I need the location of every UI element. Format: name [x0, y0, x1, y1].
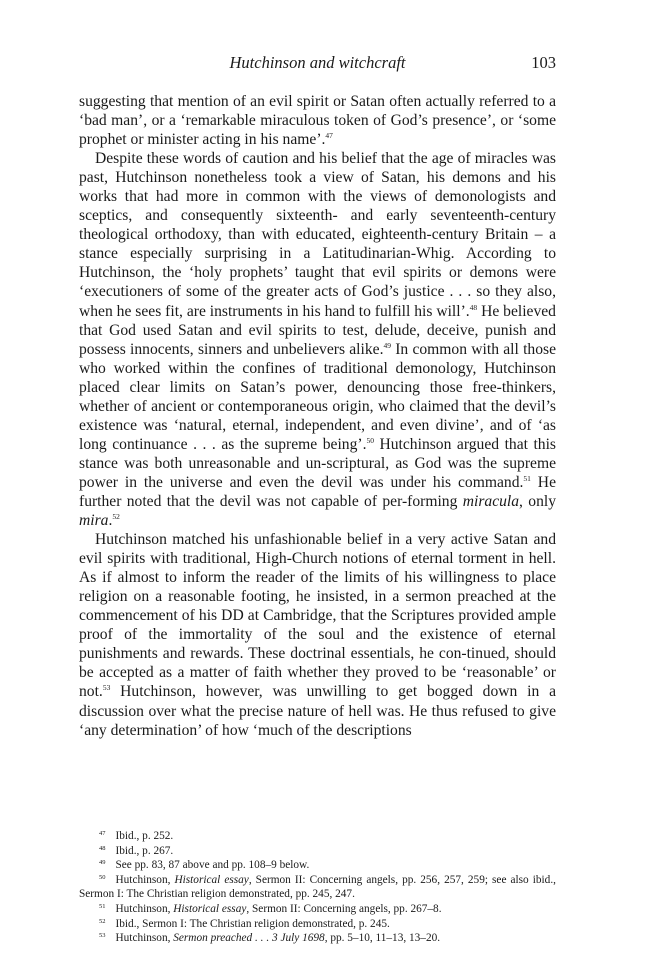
paragraph-continued: [79, 92, 556, 149]
text-run: He believed that God used Satan and evil spirits to test, delude, deceive, punish and possess innocents, sinners and unbelievers alike.: [79, 302, 556, 358]
footnote-number: 53: [99, 932, 106, 940]
text-run: , only: [519, 492, 556, 510]
text-run: Despite these words of caution and his belief that the age of miracles was past, Hutchinson nonetheless took a view of Satan, his demons and his works that had more in common with the views of demonologists and sceptics, and consequently sixteenth- and early seventeenth-century theological orthodoxy, than with educated, eighteenth-century Britain – a stance especially surprising in a Latitudinarian-Whig. According to Hutchinson, the ‘holy prophets’ taught that evil spirits or demons were ‘executioners of some of the greater acts of God’s justice . . . so they also, when he sees fit, are instruments in his hand to fulfill his will’.: [79, 150, 556, 320]
running-head: [79, 52, 556, 74]
italic-term: miracula: [462, 492, 520, 510]
footnote: $^{53}$ Hutchinson, Sermon preached . . . 3 July 1698, pp. 5–10, 11–13, 13–20.: [99, 932, 441, 945]
note-ref: 49: [383, 340, 391, 350]
footnote-number: 51: [99, 902, 106, 910]
text-run: Hutchinson, however, was unwilling to get bogged down in a discussion over what the precise nature of hell was. He thus refused to give ‘any determination’ of how ‘much of the descriptions: [79, 683, 556, 739]
footnote: $^{51}$ Hutchinson, Historical essay, Sermon II: Concerning angels, pp. 267–8.: [99, 902, 442, 915]
note-ref: 48: [469, 302, 478, 312]
body-text: [79, 92, 556, 740]
footnote-number: 50: [99, 873, 106, 881]
text-run: He further noted that the devil was not capable of per-forming: [79, 473, 556, 510]
footnote: $^{48}$ Ibid., p. 267.: [99, 844, 174, 857]
note-ref: 50: [366, 435, 374, 445]
note-ref: 52: [112, 512, 120, 522]
footnote-number: 52: [99, 917, 106, 925]
footnote: $^{52}$ Ibid., Sermon I: The Christian religion demonstrated, p. 245.: [99, 917, 390, 930]
text-run: suggesting that mention of an evil spirit or Satan often actually referred to a ‘bad man’, or a ‘remarkable miraculous token of God’s presence’, or ‘some prophet or minister acting in his name’.: [79, 93, 556, 149]
note-ref: 53: [102, 683, 111, 693]
italic-term: mira: [79, 512, 109, 530]
paragraph: [79, 530, 556, 740]
text-run: Hutchinson argued that this stance was both unreasonable and un-scriptural, as God was the supreme power in the universe and even the devil was under his command.: [79, 435, 556, 491]
text-run: Hutchinson matched his unfashionable belief in a very active Satan and evil spirits with traditional, High-Church notions of eternal torment in hell. As if almost to inform the reader of the limits of his willingness to place religion on a reasonable footing, he insisted, in a sermon preached at the commencement of his DD at Cambridge, that the Scriptures provided ample proof of the immortality of the soul and the existence of eternal punishments and rewards. These doctrinal essentials, he con-tinued, should be accepted as a matter of faith whether they proved to be ‘reasonable’ or not.: [79, 531, 556, 701]
page-number: 103: [531, 53, 556, 72]
note-ref: 47: [325, 131, 333, 141]
footnotes: [79, 829, 556, 946]
text-run: In common with all those who worked within the confines of traditional demonology, Hutchinson placed clear limits on Satan’s power, denouncing those free-thinkers, whether of ancient or contemporaneous origin, who claimed that the devil’s existence was ‘natural, eternal, independent, and even divine’, and of ‘as long continuance . . . as the supreme being’.: [79, 340, 556, 453]
footnote-number: 49: [99, 859, 106, 867]
paragraph: [79, 149, 556, 530]
text-run: .: [108, 512, 113, 530]
footnote: $^{49}$ See pp. 83, 87 above and pp. 108–9 below.: [99, 859, 310, 872]
footnote: $^{50}$ Hutchinson, Historical essay, Sermon II: Concerning angels, pp. 256, 257, 259; see also ibid., Sermon I: The Christian religion demonstrated, pp. 245, 247.: [79, 873, 556, 901]
footnote-number: 48: [99, 844, 106, 852]
footnote: $^{47}$ Ibid., p. 252.: [99, 830, 174, 842]
footnote-number: 47: [99, 830, 106, 837]
note-ref: 51: [523, 473, 531, 483]
running-title: Hutchinson and witchcraft: [229, 53, 406, 72]
